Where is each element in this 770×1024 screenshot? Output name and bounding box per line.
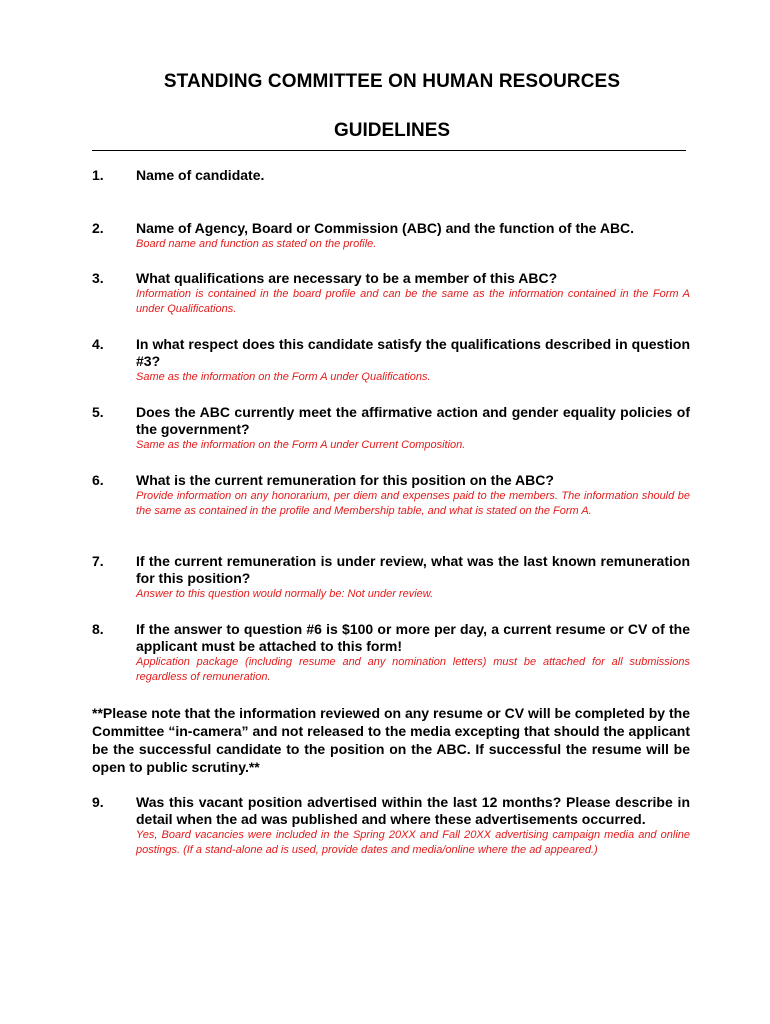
page-subtitle: GUIDELINES [333, 120, 451, 141]
confidentiality-note: **Please note that the information reviewed on any resume or CV will be completed by the Committee “in-camera” and not released to the media excepting that should the applicant be the successful candidate to the position on the ABC. If successful the resume will be open to public scrutiny.** [92, 705, 690, 775]
page-title: STANDING COMMITTEE ON HUMAN RESOURCES [163, 71, 621, 92]
guideline-item-1 [92, 167, 690, 184]
item-question: Does the ABC currently meet the affirmative action and gender equality policies of the government? [136, 404, 690, 437]
guideline-item-3 [92, 270, 690, 317]
item-question: If the answer to question #6 is $100 or more per day, a current resume or CV of the applicant must be attached to this form! [136, 621, 690, 654]
item-number: 3. [92, 270, 104, 286]
guideline-item-4 [92, 336, 690, 385]
item-question: If the current remuneration is under review, what was the last known remuneration for this position? [136, 553, 690, 586]
item-number: 6. [92, 472, 104, 488]
item-guidance: Same as the information on the Form A under Qualifications. [136, 371, 431, 383]
guideline-item-6 [92, 472, 690, 519]
guideline-item-2 [92, 220, 690, 252]
item-guidance: Information is contained in the board profile and can be the same as the information contained in the Form A under Qualifications. [136, 288, 690, 315]
item-question: What is the current remuneration for this position on the ABC? [136, 472, 554, 488]
item-number: 5. [92, 404, 104, 420]
item-question: Was this vacant position advertised within the last 12 months? Please describe in detail when the ad was published and where these advertisements occurred. [136, 794, 690, 827]
title-divider [92, 150, 686, 151]
item-guidance: Board name and function as stated on the profile. [136, 238, 377, 250]
item-guidance: Provide information on any honorarium, per diem and expenses paid to the members. The information should be the same as contained in the profile and Membership table, and what is stated on the Form A. [136, 490, 690, 517]
item-guidance: Yes, Board vacancies were included in the Spring 20XX and Fall 20XX advertising campaign media and online postings. (If a stand-alone ad is used, provide dates and media/online where the ad appeared.) [136, 829, 690, 856]
item-number: 9. [92, 794, 104, 810]
item-number: 7. [92, 553, 104, 569]
item-number: 4. [92, 336, 104, 352]
guideline-item-7 [92, 553, 690, 602]
guideline-item-9 [92, 794, 690, 858]
item-guidance: Application package (including resume and any nomination letters) must be attached for all submissions regardless of remuneration. [136, 656, 690, 683]
item-number: 8. [92, 621, 104, 637]
guideline-item-8 [92, 621, 690, 685]
item-question: In what respect does this candidate satisfy the qualifications described in question #3? [136, 336, 690, 369]
item-question: Name of candidate. [136, 167, 265, 183]
item-guidance: Same as the information on the Form A under Current Composition. [136, 439, 466, 451]
item-number: 2. [92, 220, 104, 236]
guideline-item-5 [92, 404, 690, 453]
item-number: 1. [92, 167, 104, 183]
item-guidance: Answer to this question would normally be: Not under review. [136, 588, 434, 600]
item-question: Name of Agency, Board or Commission (ABC) and the function of the ABC. [136, 220, 635, 236]
item-question: What qualifications are necessary to be a member of this ABC? [136, 270, 558, 286]
